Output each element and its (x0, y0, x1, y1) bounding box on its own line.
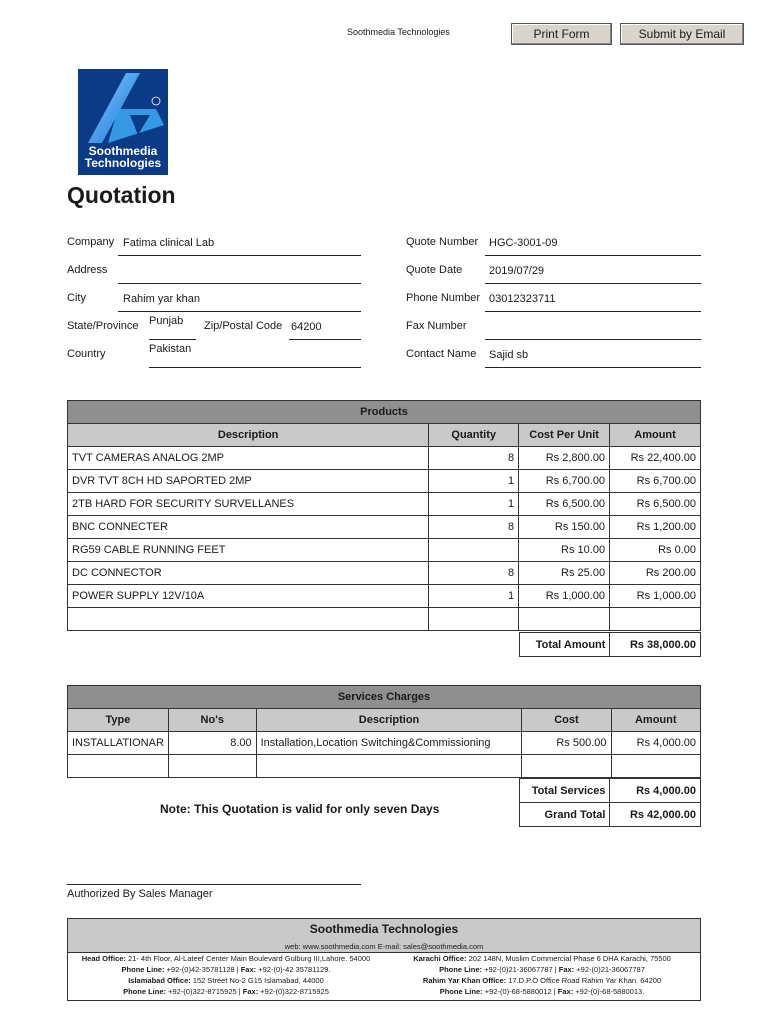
footer-web-email: web: www.soothmedia.com E-mail: sales@soothmedia.com (284, 942, 484, 951)
quote-date-underline (485, 283, 701, 284)
product-quantity[interactable] (429, 608, 519, 631)
quote-number-underline (485, 255, 701, 256)
contact-label: Contact Name (406, 348, 477, 360)
service-description[interactable]: Installation,Location Switching&Commissioning (256, 732, 522, 755)
karachi-office-address: 202 148N, Muslim Commercial Phase 6 DHA Karachi, 75500 (466, 954, 671, 963)
logo-text-line2: Technologies (84, 156, 162, 170)
product-cost[interactable] (519, 608, 610, 631)
head-fax: +92-(0)-42 35781129. (256, 965, 331, 974)
products-total-table (519, 632, 701, 657)
phone-label: Phone Number (406, 292, 480, 304)
country-underline (149, 367, 361, 368)
product-cost[interactable]: Rs 6,500.00 (519, 493, 610, 516)
karachi-phone: +92-(0)21-36067787 | (482, 965, 559, 974)
service-cost[interactable]: Rs 500.00 (522, 732, 611, 755)
products-header-quantity: Quantity (429, 424, 519, 447)
products-header-cost: Cost Per Unit (519, 424, 610, 447)
table-row (68, 608, 701, 631)
products-band: Products (68, 401, 701, 424)
rahim-yar-khan-phone: +92-(0)-68-5880012 | (482, 987, 558, 996)
company-logo (78, 69, 168, 175)
table-row (68, 732, 701, 755)
rahim-yar-khan-phone-label: Phone Line: (439, 987, 483, 996)
page-title: Quotation (67, 182, 176, 208)
head-fax-label: Fax: (240, 965, 257, 974)
table-row (68, 470, 701, 493)
quote-number-field[interactable]: HGC-3001-09 (489, 237, 558, 249)
authorized-by: Authorized By Sales Manager (67, 888, 213, 900)
services-header-nos: No's (168, 709, 256, 732)
karachi-phone-label: Phone Line: (439, 965, 482, 974)
table-row (68, 562, 701, 585)
phone-field[interactable]: 03012323711 (489, 293, 556, 305)
karachi-fax-label: Fax: (558, 965, 575, 974)
city-field[interactable]: Rahim yar khan (123, 293, 201, 305)
service-cost[interactable] (522, 755, 611, 778)
product-cost[interactable]: Rs 10.00 (519, 539, 610, 562)
islamabad-phone-label: Phone Line: (123, 987, 166, 996)
print-form-button[interactable]: Print Form (511, 23, 612, 45)
karachi-fax: +92-(0)21-36067787 (574, 965, 645, 974)
service-type[interactable]: INSTALLATIONAR (68, 732, 169, 755)
quote-date-field[interactable]: 2019/07/29 (489, 265, 545, 277)
product-quantity[interactable]: 8 (429, 447, 519, 470)
head-office-label: Head Office: (81, 954, 126, 963)
product-description[interactable] (68, 608, 429, 631)
product-amount: Rs 22,400.00 (610, 447, 701, 470)
product-description[interactable]: DC CONNECTOR (68, 562, 429, 585)
footer-company-name: Soothmedia Technologies (309, 922, 459, 936)
product-quantity[interactable]: 1 (429, 493, 519, 516)
table-row (68, 493, 701, 516)
state-underline (149, 339, 196, 340)
karachi-office-label: Karachi Office: (413, 954, 467, 963)
product-amount: Rs 1,000.00 (610, 585, 701, 608)
city-underline (118, 311, 361, 312)
state-label: State/Province (67, 320, 139, 332)
product-description[interactable]: RG59 CABLE RUNNING FEET (68, 539, 429, 562)
footer (67, 918, 701, 1001)
head-phone-label: Phone Line: (121, 965, 165, 974)
fax-underline (485, 339, 701, 340)
table-row (68, 516, 701, 539)
product-amount: Rs 200.00 (610, 562, 701, 585)
karachi-office-block (384, 953, 700, 997)
address-underline (118, 283, 361, 284)
table-row (68, 539, 701, 562)
rahim-yar-khan-office-label: Rahim Yar Khan Office: (422, 976, 507, 985)
submit-by-email-button[interactable]: Submit by Email (620, 23, 744, 45)
total-amount-value: Rs 38,000.00 (610, 633, 701, 657)
services-header-cost: Cost (522, 709, 611, 732)
zip-field[interactable]: 64200 (291, 321, 322, 333)
services-band: Services Charges (68, 686, 701, 709)
country-label: Country (67, 348, 106, 360)
product-cost[interactable]: Rs 1,000.00 (519, 585, 610, 608)
product-description[interactable]: TVT CAMERAS ANALOG 2MP (68, 447, 429, 470)
table-row (68, 755, 701, 778)
product-amount: Rs 1,200.00 (610, 516, 701, 539)
islamabad-fax-label: Fax: (242, 987, 259, 996)
table-row (68, 447, 701, 470)
service-amount: Rs 4,000.00 (611, 732, 700, 755)
company-field[interactable]: Fatima clinical Lab (123, 237, 215, 249)
services-header-type: Type (68, 709, 169, 732)
rahim-yar-khan-office-address: 17.D.P.O Office Road Rahim Yar Khan. 64200 (506, 976, 662, 985)
grand-total-label: Grand Total (520, 803, 610, 827)
validity-note: Note: This Quotation is valid for only seven Days (160, 802, 440, 816)
services-total-table (519, 778, 701, 827)
service-description[interactable] (256, 755, 522, 778)
city-label: City (67, 292, 86, 304)
company-underline (118, 255, 361, 256)
country-field[interactable]: Pakistan (149, 343, 192, 355)
service-nos[interactable]: 8.00 (168, 732, 256, 755)
product-description[interactable]: 2TB HARD FOR SECURITY SURVELLANES (68, 493, 429, 516)
product-description[interactable]: BNC CONNECTER (68, 516, 429, 539)
islamabad-phone: +92-(0)322-8715925 | (166, 987, 243, 996)
product-description[interactable]: DVR TVT 8CH HD SAPORTED 2MP (68, 470, 429, 493)
fax-label: Fax Number (406, 320, 467, 332)
services-table (67, 685, 701, 778)
quote-number-label: Quote Number (406, 236, 479, 248)
rahim-yar-khan-fax: +92-(0)-68-5880013. (573, 987, 645, 996)
product-cost[interactable]: Rs 2,800.00 (519, 447, 610, 470)
product-amount (610, 608, 701, 631)
product-quantity[interactable]: 8 (429, 562, 519, 585)
logo-text-line1: Soothmedia (88, 144, 158, 158)
services-header-amount: Amount (611, 709, 700, 732)
contact-field[interactable]: Sajid sb (489, 349, 529, 361)
service-nos[interactable] (168, 755, 256, 778)
top-company-name: Soothmedia Technologies (347, 27, 450, 37)
products-header-amount: Amount (610, 424, 701, 447)
total-amount-label: Total Amount (520, 633, 610, 657)
contact-underline (485, 367, 701, 368)
service-amount (611, 755, 700, 778)
product-quantity[interactable]: 8 (429, 516, 519, 539)
islamabad-office-address: 152 Street No-2 G15 Islamabad, 44000 (190, 976, 324, 985)
product-quantity[interactable] (429, 539, 519, 562)
company-label: Company (67, 236, 115, 248)
product-description[interactable]: POWER SUPPLY 12V/10A (68, 585, 429, 608)
products-table (67, 400, 701, 631)
state-field[interactable]: Punjab (149, 315, 184, 327)
product-cost[interactable]: Rs 6,700.00 (519, 470, 610, 493)
total-services-value: Rs 4,000.00 (610, 779, 701, 803)
services-header-description: Description (256, 709, 522, 732)
rahim-yar-khan-fax-label: Fax: (557, 987, 574, 996)
grand-total-value: Rs 42,000.00 (610, 803, 701, 827)
total-services-label: Total Services (520, 779, 610, 803)
products-header-description: Description (68, 424, 429, 447)
product-quantity[interactable]: 1 (429, 470, 519, 493)
product-amount: Rs 6,500.00 (610, 493, 701, 516)
head-office-address: 21- 4th Floor, Al-Lateef Center Main Boulevard Gulburg III,Lahore. 54000 (125, 954, 371, 963)
islamabad-fax: +92-(0)322-8715925 (258, 987, 329, 996)
product-quantity[interactable]: 1 (429, 585, 519, 608)
head-office-block (68, 953, 384, 997)
phone-underline (485, 311, 701, 312)
product-cost[interactable]: Rs 25.00 (519, 562, 610, 585)
zip-label: Zip/Postal Code (204, 320, 283, 332)
product-amount: Rs 6,700.00 (610, 470, 701, 493)
zip-underline (289, 339, 361, 340)
signature-line (67, 884, 361, 885)
islamabad-office-label: Islamabad Office: (128, 976, 191, 985)
address-label: Address (67, 264, 108, 276)
head-phone: +92-(0)42-35781128 | (164, 965, 241, 974)
product-amount: Rs 0.00 (610, 539, 701, 562)
table-row (68, 585, 701, 608)
quote-date-label: Quote Date (406, 264, 463, 276)
product-cost[interactable]: Rs 150.00 (519, 516, 610, 539)
service-type[interactable] (68, 755, 169, 778)
